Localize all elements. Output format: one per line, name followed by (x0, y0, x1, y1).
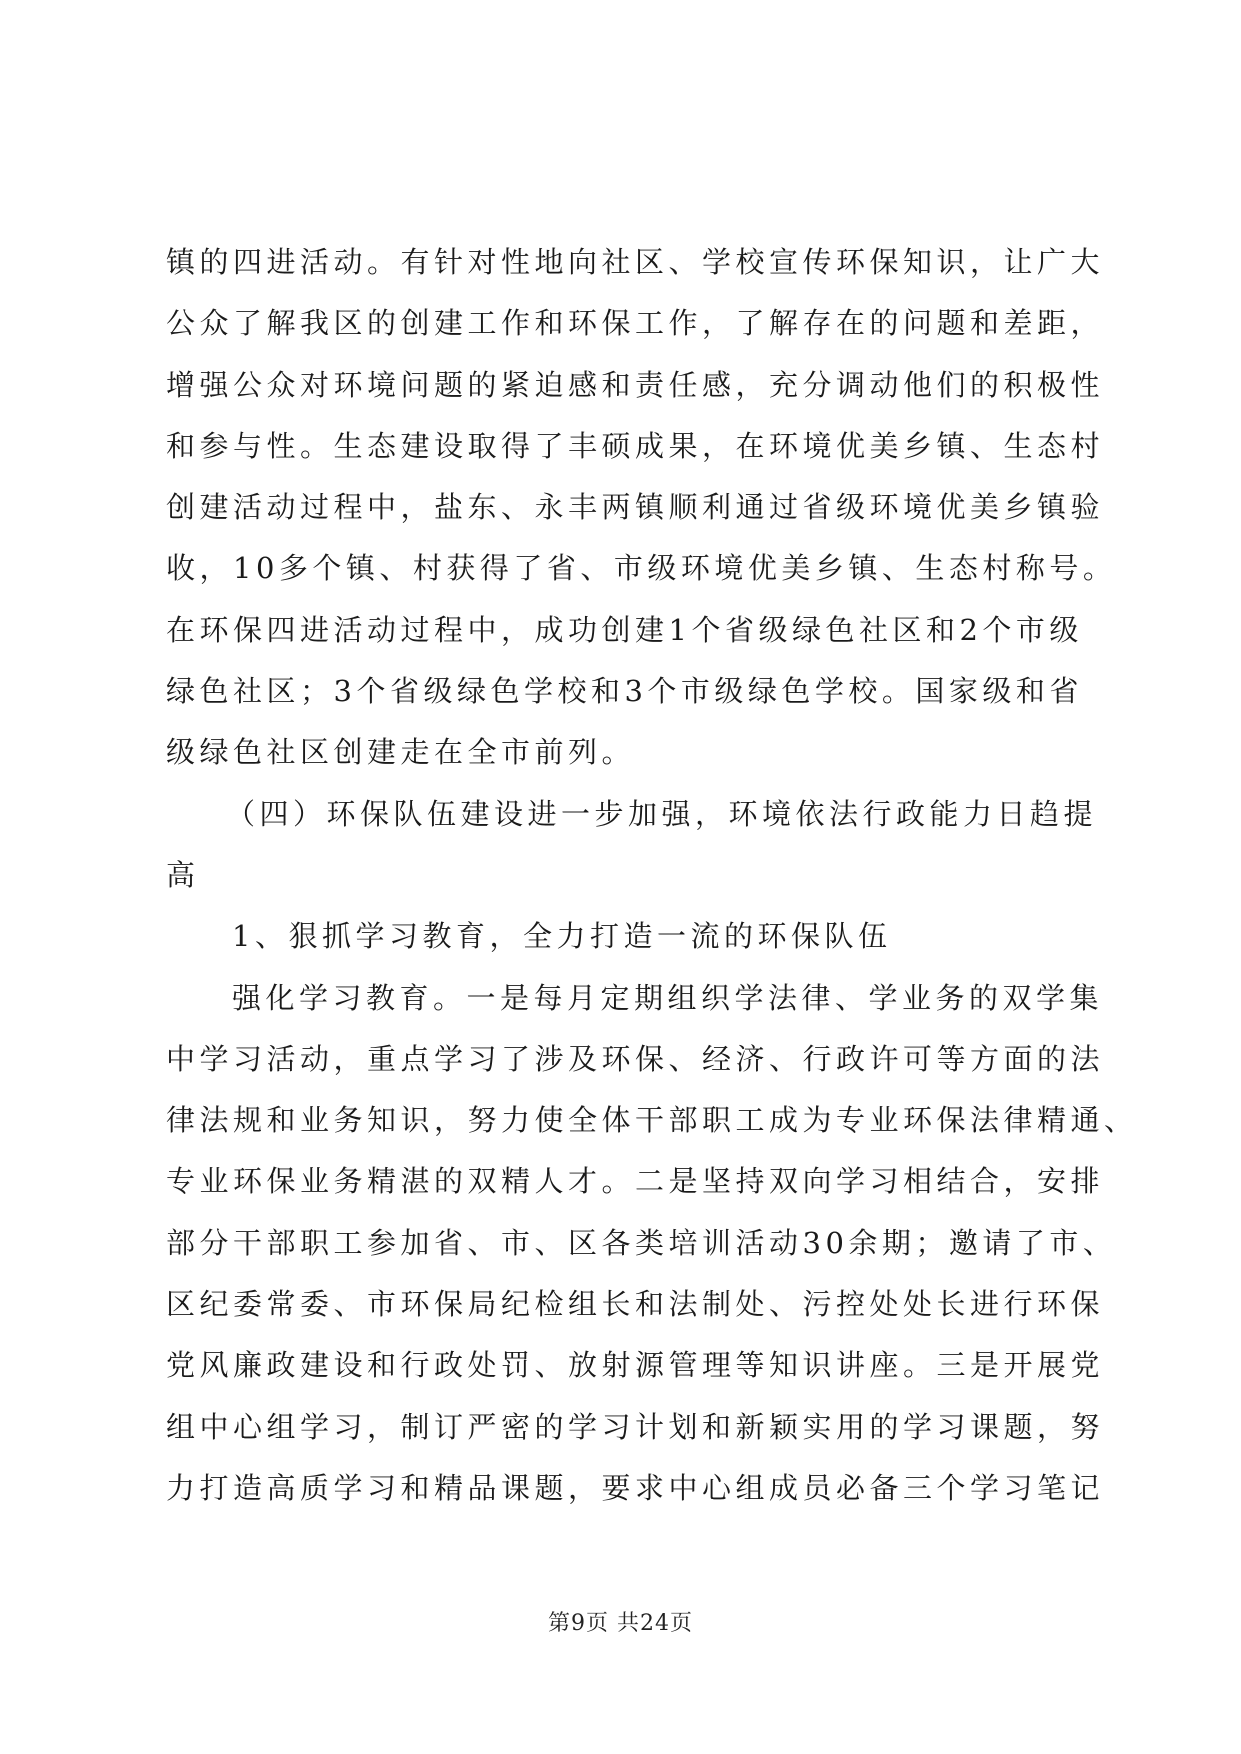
text-line: 和参与性。生态建设取得了丰硕成果，在环境优美乡镇、生态村 (166, 428, 1105, 463)
text-line: 律法规和业务知识，努力使全体干部职工成为专业环保法律精通、 (166, 1103, 1138, 1138)
body-text (166, 232, 1138, 1519)
section-heading-continued: 高 (166, 857, 200, 892)
paragraph-start: 强化学习教育。一是每月定期组织学法律、学业务的双学集 (232, 980, 1104, 1015)
text-line: 专业环保业务精湛的双精人才。二是坚持双向学习相结合，安排 (166, 1164, 1105, 1199)
text-line: 增强公众对环境问题的紧迫感和责任感，充分调动他们的积极性 (166, 367, 1105, 402)
text-line: 绿色社区；3个省级绿色学校和3个市级绿色学校。国家级和省 (166, 674, 1083, 709)
subsection-heading: 1、狠抓学习教育，全力打造一流的环保队伍 (232, 919, 892, 954)
page-number-footer: 第9页 共24页 (548, 1611, 693, 1636)
text-line: 收，10多个镇、村获得了省、市级环境优美乡镇、生态村称号。 (166, 551, 1117, 586)
text-line: 中学习活动，重点学习了涉及环保、经济、行政许可等方面的法 (166, 1041, 1105, 1076)
text-line: 区纪委常委、市环保局纪检组长和法制处、污控处处长进行环保 (166, 1287, 1105, 1322)
text-line: 镇的四进活动。有针对性地向社区、学校宣传环保知识，让广大 (166, 245, 1105, 279)
text-line: 力打造高质学习和精品课题，要求中心组成员必备三个学习笔记 (166, 1470, 1105, 1505)
text-line: 级绿色社区创建走在全市前列。 (166, 735, 636, 770)
text-line: 公众了解我区的创建工作和环保工作，了解存在的问题和差距， (166, 306, 1105, 341)
text-line: 在环保四进活动过程中，成功创建1个省级绿色社区和2个市级 (166, 612, 1083, 647)
text-line: 组中心组学习，制订严密的学习计划和新颖实用的学习课题，努 (166, 1409, 1105, 1444)
text-line: 部分干部职工参加省、市、区各类培训活动30余期；邀请了市、 (166, 1225, 1117, 1260)
text-line: 党风廉政建设和行政处罚、放射源管理等知识讲座。三是开展党 (166, 1348, 1105, 1383)
text-line: 创建活动过程中，盐东、永丰两镇顺利通过省级环境优美乡镇验 (166, 490, 1105, 525)
section-heading: （四）环保队伍建设进一步加强，环境依法行政能力日趋提 (226, 796, 1098, 831)
